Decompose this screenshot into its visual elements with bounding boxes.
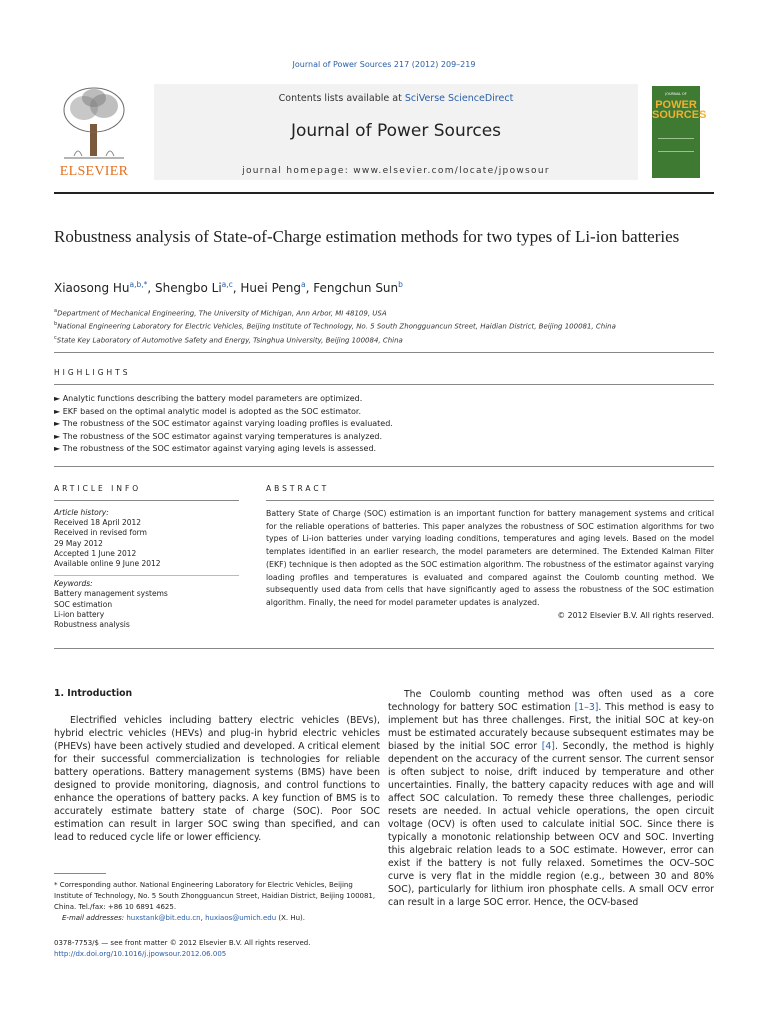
abstract-text: Battery State of Charge (SOC) estimation is an important function for battery management systems and critical for the reliable operations of batteries. This paper analyzes the robustness of SOC estimation algorithms for two types of Li-ion batteries under varying loading conditions, temperatures and aging levels. Based on the model templates identified in an earlier research, the model parameters are determined. The Extended Kalman Filter (EKF) technique is then adopted as the SOC estimation algorithm. The robustness of the estimator against varying loading profiles and temperatures is evaluated and compared against the Coulomb counting method. We subsequently used data from cells that have significantly aged to assess the robustness of the SOC estimation algorithm. Finally, the need for model parameter updates is analyzed.: [266, 509, 714, 607]
affiliation-item: [54, 306, 714, 319]
affiliation-item: [54, 319, 714, 332]
author-name: Huei Peng: [240, 281, 301, 295]
highlights-list: [54, 393, 694, 456]
front-matter-meta: [54, 938, 380, 960]
affiliation-mark: b: [54, 321, 58, 328]
author-affiliation-mark[interactable]: b: [398, 280, 403, 289]
footnote-rule: [54, 873, 106, 874]
author-name: Fengchun Sun: [313, 281, 399, 295]
author-separator: ,: [305, 281, 314, 295]
cover-top-text: JOURNAL OF: [665, 92, 687, 96]
highlights-heading: HIGHLIGHTS: [54, 368, 131, 377]
history-item: 29 May 2012: [54, 538, 103, 548]
cover-decoration: [658, 138, 694, 152]
footnote-text: [54, 880, 380, 913]
history-item: Received in revised form: [54, 528, 147, 538]
affiliations-divider: [54, 352, 714, 353]
affiliation-text: State Key Laboratory of Automotive Safety and Energy, Tsinghua University, Beijing 100084, China: [56, 335, 403, 344]
highlights-end-rule: [54, 466, 714, 467]
author-separator: ,: [232, 281, 241, 295]
author-name: Xiaosong Hu: [54, 281, 130, 295]
email-line: [54, 913, 380, 924]
highlight-item: ► The robustness of the SOC estimator against varying temperatures is analyzed.: [54, 431, 382, 441]
citation-link[interactable]: [4]: [541, 741, 555, 752]
affiliation-mark: a: [54, 308, 58, 314]
author-affiliation-mark[interactable]: a: [300, 280, 306, 289]
footnote-body: Corresponding author. National Engineering Laboratory for Electric Vehicles, Beijing Institute of Technology, No. 5 South Zhongguancun Street, Haidian District, Beijing 100081, China. Tel./fax: +86 10 6891 4625.: [54, 881, 376, 911]
article-info-rule: [54, 500, 239, 501]
publisher-logo-text: ELSEVIER: [59, 164, 129, 179]
highlight-item: ► The robustness of the SOC estimator against varying aging levels is assessed.: [54, 444, 377, 454]
keyword-item: SOC estimation: [54, 599, 113, 609]
affiliation-list: [54, 306, 714, 346]
corresponding-author-footnote: [54, 880, 380, 924]
affiliation-mark: c: [54, 334, 57, 341]
history-item: Available online 9 June 2012: [54, 559, 161, 569]
body-text: The Coulomb counting method was often used as a core technology for battery SOC estimation: [388, 689, 714, 713]
highlight-item: ► EKF based on the optimal analytic model is adopted as the SOC estimator.: [54, 406, 362, 416]
keyword-item: Li-ion battery: [54, 609, 105, 619]
email-link[interactable]: huxstank@bit.edu.cn: [126, 914, 201, 922]
abstract-rule: [266, 500, 714, 501]
doi-link[interactable]: http://dx.doi.org/10.1016/j.jpowsour.2012.06.005: [54, 950, 227, 958]
email-label: E-mail addresses:: [62, 914, 127, 922]
journal-banner: [154, 84, 638, 180]
history-item: Received 18 April 2012: [54, 518, 142, 528]
citation-link[interactable]: [1–3]: [574, 702, 599, 713]
journal-homepage-link[interactable]: journal homepage: www.elsevier.com/locate/jpowsour: [242, 166, 550, 176]
body-text: . Secondly, the method is highly dependent on the accuracy of the current sensor. The current sensor is often subject to noise, drift induced by temperature and other uncertainties. Finally, the battery capacity reduces with age and will affect SOC calculation. To remedy these three challenges, periodic resets are needed. In actual vehicle operations, the open circuit voltage (OCV) is often used to calculate initial SOC. Since there is typically a monotonic relationship between OCV and SOC. Inverting this algebraic relation leads to a SOC estimate. However, error can exist if the battery is not fully relaxed. Sometimes the OCV–SOC curve is very flat in the middle region (e.g., between 30 and 80% SOC), particularly for lithium iron phosphate cells. A small OCV error can result in a large SOC error. Hence, the OCV-based: [388, 741, 714, 908]
affiliation-text: National Engineering Laboratory for Electric Vehicles, Beijing Institute of Technology, No. 5 South Zhongguancun Street, Haidian District, Beijing 100081, China: [57, 322, 616, 331]
keyword-item: Robustness analysis: [54, 620, 130, 630]
copyright-notice: © 2012 Elsevier B.V. All rights reserved.: [557, 610, 714, 620]
highlights-rule: [54, 384, 714, 385]
email-separator: ,: [200, 914, 206, 922]
introduction-paragraph: Electrified vehicles including battery electric vehicles (BEVs), hybrid electric vehicles (HEVs) and plug-in hybrid electric vehicles (PHEVs) have been actively studied and developed. A critical element for their successful commercialization is technologies for reliable battery operations. Battery management systems (BMS) have been designed to provide monitoring, diagnosis, and control functions to enhance the operations of battery packs. A key function of BMS is to accurately estimate battery state of charge (SOC). Poor SOC estimation can result in larger SOC swing than specified, and can lead to reduced cycle life or lower efficiency.: [54, 715, 380, 843]
email-link[interactable]: huxiaos@umich.edu: [205, 914, 277, 922]
abstract-heading: ABSTRACT: [266, 484, 330, 493]
author-name: Shengbo Li: [155, 281, 222, 295]
article-info: [54, 508, 239, 630]
sciencedirect-link[interactable]: SciVerse ScienceDirect: [404, 93, 514, 104]
keywords-label: Keywords:: [54, 579, 93, 589]
journal-cover-thumbnail[interactable]: [652, 86, 707, 178]
tree-icon: [54, 84, 134, 162]
highlight-item: ► Analytic functions describing the battery model parameters are optimized.: [54, 394, 363, 403]
front-matter-divider: [54, 648, 714, 649]
email-suffix: (X. Hu).: [276, 914, 306, 922]
article-title: Robustness analysis of State-of-Charge estimation methods for two types of Li-ion batteries: [54, 227, 680, 246]
author-list: [54, 280, 674, 295]
history-label: Article history:: [54, 508, 109, 517]
author-separator: ,: [147, 281, 156, 295]
contents-line: [154, 93, 638, 104]
issn-line: 0378-7753/$ — see front matter © 2012 Elsevier B.V. All rights reserved.: [54, 939, 311, 947]
abstract: [266, 508, 714, 622]
journal-citation[interactable]: Journal of Power Sources 217 (2012) 209–219: [292, 60, 476, 69]
body-text: . This method is easy to implement but has three challenges. First, the initial SOC at key-on must be estimated accurately because subsequent estimates may be biased by the initial SOC error: [388, 702, 714, 752]
journal-title: Journal of Power Sources: [290, 121, 502, 141]
body-paragraph: [388, 688, 714, 909]
keyword-item: Battery management systems: [54, 589, 168, 599]
introduction-heading: 1. Introduction: [54, 688, 133, 699]
elsevier-logo[interactable]: [54, 84, 134, 180]
affiliation-item: [54, 333, 714, 346]
author-affiliation-mark[interactable]: a,c: [221, 280, 233, 289]
cover-title: POWER SOURCES: [652, 99, 707, 121]
highlight-item: ► The robustness of the SOC estimator against varying loading profiles is evaluated.: [54, 419, 393, 429]
history-item: Accepted 1 June 2012: [54, 548, 137, 558]
footnote-star: *: [54, 881, 58, 889]
affiliation-text: Department of Mechanical Engineering, The University of Michigan, Ann Arbor, MI 48109, USA: [57, 309, 387, 318]
article-info-heading: ARTICLE INFO: [54, 484, 142, 493]
author-affiliation-mark[interactable]: a,b,*: [129, 280, 148, 289]
contents-prefix: Contents lists available at: [278, 93, 405, 104]
masthead-divider: [54, 192, 714, 194]
journal-masthead: [54, 84, 714, 180]
